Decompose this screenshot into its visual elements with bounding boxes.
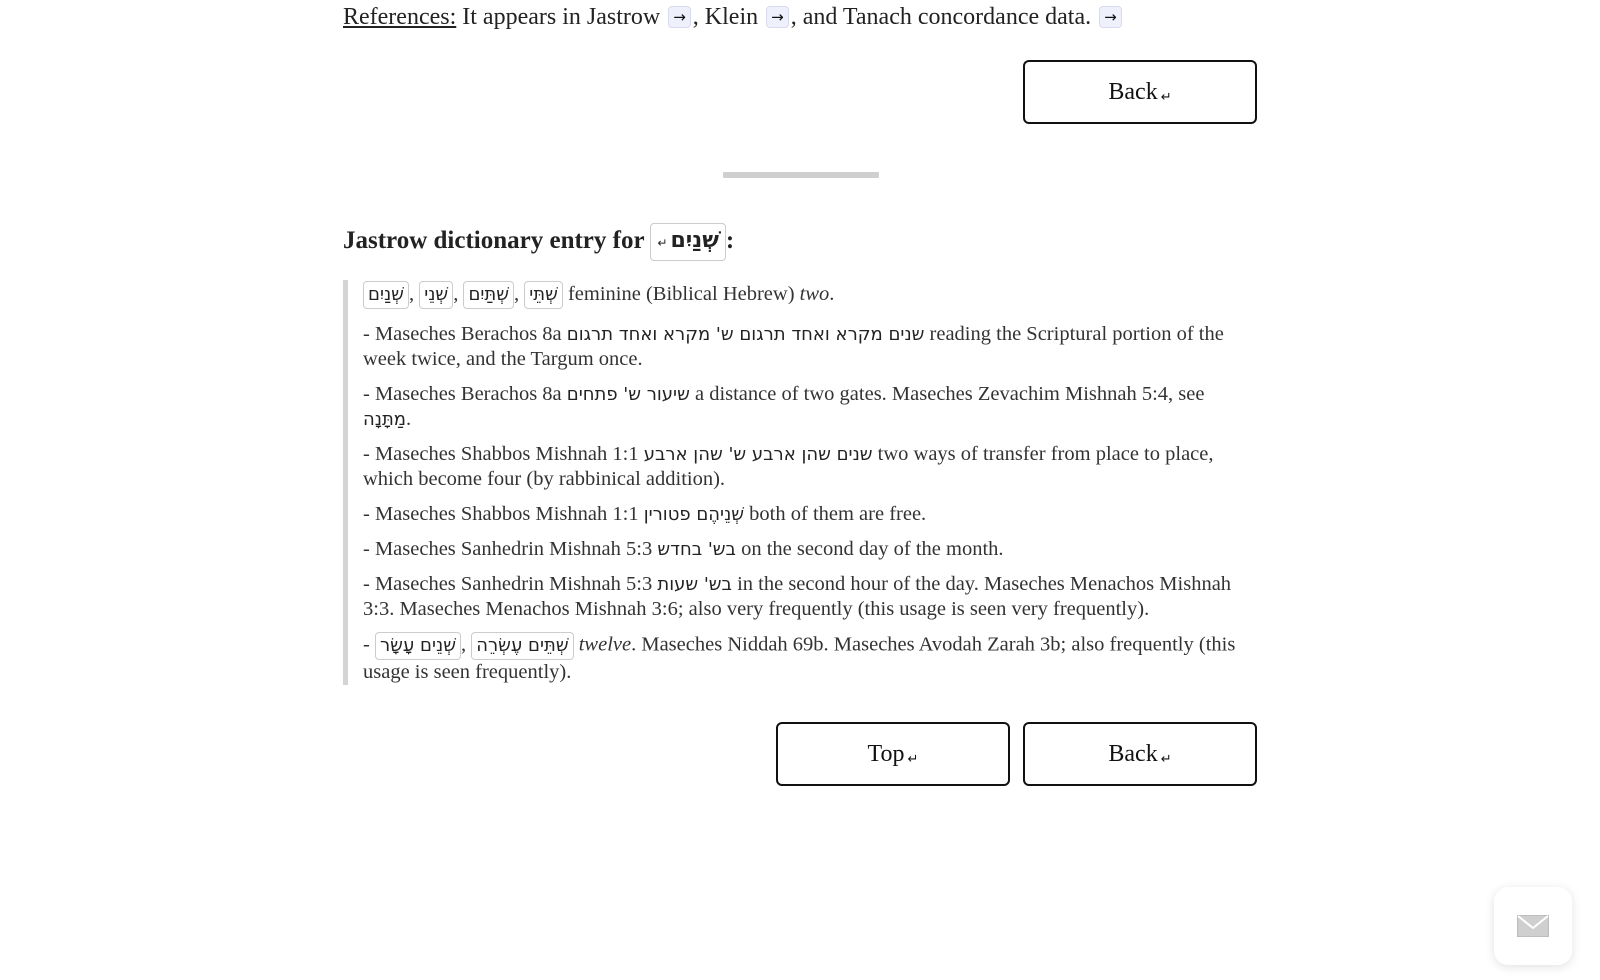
form-chip[interactable]: שְׁתַּיִם (463, 281, 514, 309)
line-hebrew: שְׁנֵיהֶם פטורין (643, 504, 745, 526)
line-italic: twelve (578, 634, 632, 656)
return-icon: ↵ (657, 236, 668, 251)
headword-text: שְׁנַיִם (670, 228, 719, 254)
line-text: both of them are free. (744, 503, 927, 526)
line-hebrew: בש' שעות (657, 574, 732, 596)
jastrow-link-arrow-icon[interactable]: → (668, 6, 691, 28)
line-hebrew: שיעור ש' פתחים (566, 384, 690, 406)
top-button-label: Top (867, 740, 905, 767)
contact-widget-button[interactable] (1494, 887, 1572, 965)
form-chip[interactable]: שְׁנֵי (419, 281, 453, 309)
entry-line (363, 322, 1248, 372)
back-button-top[interactable] (1023, 60, 1257, 124)
line-text: reading the Scriptural portion of the week twice, and the Targum once. (363, 323, 1224, 371)
klein-link-arrow-icon[interactable]: → (766, 6, 789, 28)
definition-text: feminine (Biblical Hebrew) (562, 283, 800, 305)
back-button-label: Back (1108, 740, 1158, 767)
heading-suffix: : (725, 227, 735, 254)
entry-line (363, 382, 1248, 432)
headword-link[interactable] (650, 223, 726, 261)
line-hebrew: שנים מקרא ואחד תרגום ש' מקרא ואחד תרגום (566, 324, 925, 346)
entry-forms-line: שְׁנַיִם , שְׁנֵי , שְׁתַּיִם , שְׁתֵּי feminine (Biblical Hebrew) two. (363, 280, 1248, 309)
form-chip[interactable]: שְׁתֵּים עֶשְׂרֵה (471, 632, 573, 660)
tanach-link-arrow-icon[interactable]: → (1099, 6, 1122, 28)
return-icon: ↵ (1160, 751, 1172, 767)
line-source: - Maseches Shabbos Mishnah 1:1 (363, 503, 644, 526)
form-chip[interactable]: שְׁנֵים עָשָׂר (375, 632, 461, 660)
line-text: on the second day of the month. (735, 538, 1004, 561)
form-chip[interactable]: שְׁתֵּי (524, 281, 563, 309)
entry-line-twelve: - שְׁנֵים עָשָׂר , שְׁתֵּים עֶשְׂרֵה twelve. Maseches Niddah 69b. Maseches Avodah Zarah 3b; also frequently (this usage is seen frequently). (363, 634, 1236, 684)
entry-line (363, 537, 1248, 562)
line-source: - Maseches Sanhedrin Mishnah 5:3 (363, 573, 658, 596)
entry-line (363, 502, 1248, 527)
references-text-2: , Klein (692, 4, 765, 30)
definition-italic: two (799, 283, 830, 305)
line-text: in the second hour of the day. Maseches Menachos Mishnah 3:3. Maseches Menachos Mishnah 3:6; also very frequently (this usage is seen very frequently). (363, 573, 1232, 621)
entry-line (363, 572, 1248, 622)
definition-end: . (829, 283, 835, 305)
back-button-bottom[interactable] (1023, 722, 1257, 786)
top-button[interactable] (776, 722, 1010, 786)
line-hebrew: שנים שהן ארבע ש' שהן ארבע (643, 444, 873, 466)
line-source: - Maseches Berachos 8a (363, 383, 567, 406)
return-icon: ↵ (907, 751, 919, 767)
references-label: References: (343, 4, 457, 30)
line-source: - Maseches Sanhedrin Mishnah 5:3 (363, 538, 658, 561)
entry-line (363, 442, 1248, 492)
line-end: . (406, 408, 412, 431)
line-text: . Maseches Niddah 69b. Maseches Avodah Zarah 3b; also frequently (this usage is seen frequently). (363, 634, 1236, 684)
heading-prefix: Jastrow dictionary entry for (343, 227, 651, 254)
section-divider (723, 172, 879, 178)
line-dash: - (363, 634, 375, 656)
line-text: a distance of two gates. Maseches Zevachim Mishnah 5:4, see (689, 383, 1205, 406)
line-hebrew: בש' בחדש (657, 539, 736, 561)
references-line (343, 0, 1124, 34)
entry-heading (343, 222, 734, 261)
line-hebrew-2: מַתָּנָה (363, 409, 407, 431)
line-text: two ways of transfer from place to place, which become four (by rabbinical addition). (363, 443, 1214, 491)
return-icon: ↵ (1160, 89, 1172, 105)
references-text-3: , and Tanach concordance data. (790, 4, 1098, 30)
back-button-label: Back (1108, 78, 1158, 105)
line-source: - Maseches Berachos 8a (363, 323, 567, 346)
dictionary-entry (343, 280, 1248, 685)
line-source: - Maseches Shabbos Mishnah 1:1 (363, 443, 644, 466)
mail-icon (1517, 915, 1549, 937)
form-chip[interactable]: שְׁנַיִם (363, 281, 409, 309)
references-text-1: It appears in Jastrow (456, 4, 667, 30)
